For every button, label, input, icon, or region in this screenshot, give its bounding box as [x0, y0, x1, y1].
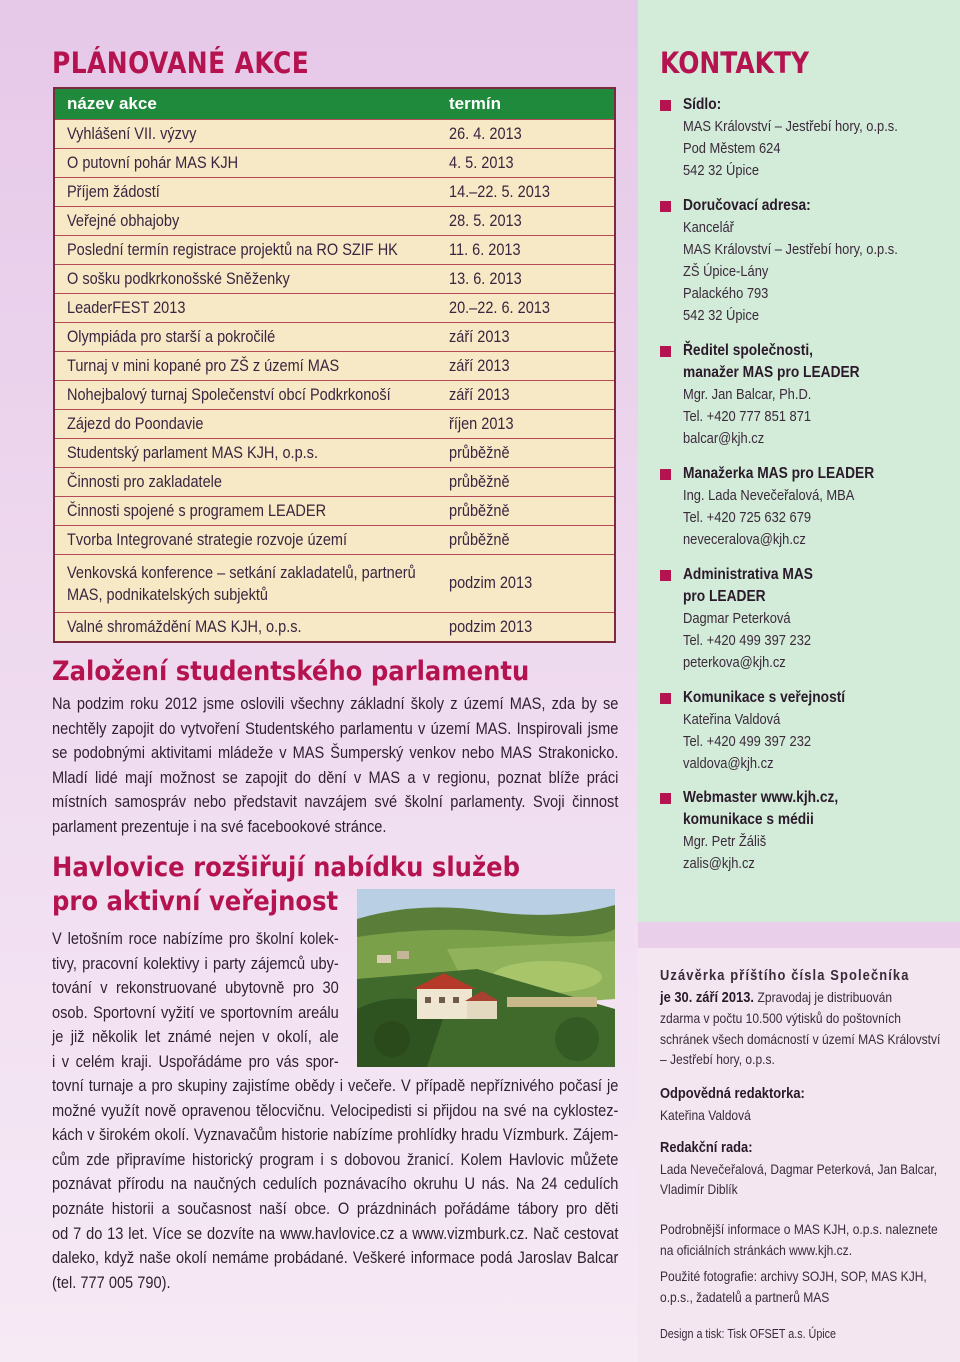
- table-row: [55, 380, 614, 409]
- text-line: poznáte historii a současnost naší obce. O prázdninách pořádáme tábory pro děti: [52, 1199, 619, 1218]
- table-header: [55, 89, 614, 119]
- contact-group-title: pro LEADER: [683, 588, 766, 605]
- table-row: [55, 496, 614, 525]
- contact-group-title: manažer MAS pro LEADER: [683, 364, 860, 381]
- text-line: (tel. 777 005 790).: [52, 1273, 171, 1292]
- table-row: [55, 525, 614, 554]
- text-line: osob. Sportovní vyžití ve sportovním areálu: [52, 1003, 339, 1022]
- event-name: Poslední termín registrace projektů na RO SZIF HK: [67, 241, 398, 259]
- contact-group-title: Doručovací adresa:: [660, 195, 950, 217]
- contact-line: MAS Království – Jestřebí hory, o.p.s.: [683, 241, 898, 258]
- photo-credits-line: o.p.s., žadatelů a partnerů MAS: [660, 1288, 830, 1305]
- event-name: Olympiáda pro starší a pokročilé: [67, 328, 276, 346]
- event-name: Valné shromáždění MAS KJH, o.p.s.: [67, 618, 302, 636]
- event-name: Zájezd do Poondavie: [67, 415, 204, 433]
- text-line: se podobnými aktivitami mládeže v MAS Šumperský venkov nebo MAS Strakonicko.: [52, 744, 619, 763]
- text-line: i v celém kraji. Uspořádáme pro vás spor-: [52, 1052, 339, 1071]
- more-info-line: Podrobnější informace o MAS KJH, o.p.s. naleznete: [660, 1221, 938, 1237]
- contact-group-title: Ředitel společnosti,: [660, 340, 950, 362]
- contact-line: Kancelář: [683, 219, 734, 236]
- deadline-heading: Uzávěrka příštího čísla Společníka: [660, 967, 910, 984]
- text-line: Mladí lidé mají možnost se zapojit do dění v MAS a v regionu, poznat blíže práci: [52, 768, 619, 787]
- event-date: 26. 4. 2013: [449, 124, 522, 143]
- event-date: podzim 2013: [449, 617, 533, 636]
- design-credit-text: Design a tisk: Tisk OFSET a.s. Úpice: [660, 1327, 837, 1341]
- editor-name: Kateřina Valdová: [660, 1106, 751, 1123]
- contact-line: Dagmar Peterková: [683, 610, 791, 627]
- contact-line: Tel. +420 499 397 232: [683, 733, 812, 750]
- table-row: [55, 264, 614, 293]
- table-row: [55, 322, 614, 351]
- contact-group-communication: [660, 687, 950, 775]
- text-line: daleko, když naše okolí nemáme probádané. Veškeré informace podá Jaroslav Balcar: [52, 1249, 619, 1268]
- contact-line: Tel. +420 725 632 679: [683, 509, 812, 526]
- text-line: tovní turnaje a pro skupiny zajistíme obědy i večeře. V případě nepříznivého počasí je: [52, 1077, 619, 1095]
- table-row: [55, 612, 614, 641]
- contact-line: Pod Městem 624: [683, 140, 781, 157]
- text-line: cům zde připravíme historický program i s dobovou žranicí. Kolem Havlovic můžete: [52, 1150, 619, 1169]
- havlovice-text-wide: [52, 1074, 618, 1295]
- event-date: září 2013: [449, 327, 510, 346]
- table-row: [55, 554, 614, 612]
- board-label: Redakční rada:: [660, 1139, 753, 1156]
- event-date: průběžně: [449, 472, 510, 491]
- deadline-line: zdarma v počtu 10.500 výtisků do poštovních: [660, 1010, 901, 1026]
- contact-line: MAS Království – Jestřebí hory, o.p.s.: [683, 118, 898, 135]
- table-row: [55, 177, 614, 206]
- contact-group-seat: [660, 94, 950, 182]
- event-name-line: Venkovská konference – setkání zakladatelů, partnerů: [67, 563, 416, 582]
- event-date: 13. 6. 2013: [449, 269, 522, 288]
- board-line: Vladimír Diblík: [660, 1181, 738, 1197]
- event-date: průběžně: [449, 501, 510, 520]
- contact-line: 542 32 Úpice: [683, 307, 760, 324]
- contact-line: Ing. Lada Nevečeřalová, MBA: [683, 487, 855, 504]
- bullet-square-icon: [660, 100, 671, 111]
- contact-line: ZŠ Úpice-Lány: [683, 263, 769, 280]
- contact-email[interactable]: balcar@kjh.cz: [683, 430, 765, 447]
- contact-group-manager: [660, 463, 950, 551]
- bullet-square-icon: [660, 469, 671, 480]
- text-line: tivy, pracovní kolektivy i party zájemců uby-: [52, 954, 339, 973]
- event-name: Činnosti spojené s programem LEADER: [67, 502, 327, 520]
- board-line: Lada Nevečeřalová, Dagmar Peterková, Jan Balcar,: [660, 1160, 938, 1177]
- more-info-line: na oficiálních stránkách www.kjh.cz.: [660, 1241, 853, 1258]
- table-row: [55, 293, 614, 322]
- havlovice-photo: [357, 889, 615, 1067]
- contact-group-title: Sídlo:: [660, 94, 950, 116]
- village-landscape-image: [357, 889, 615, 1067]
- events-table: [53, 87, 616, 643]
- event-date: 4. 5. 2013: [449, 153, 514, 172]
- contact-group-title: Webmaster www.kjh.cz,: [660, 787, 950, 809]
- event-name: LeaderFEST 2013: [67, 299, 186, 317]
- contacts-title: KONTAKTY: [660, 46, 810, 80]
- deadline-line: je 30. září 2013. Zpravodaj je distribuován: [660, 988, 893, 1006]
- event-name: Veřejné obhajoby: [67, 212, 180, 230]
- photo-credits: [660, 1266, 936, 1307]
- header-event-name: název akce: [67, 94, 157, 113]
- event-name: Příjem žádostí: [67, 183, 160, 201]
- text-line: Na podzim roku 2012 jsme oslovili všechny základní školy z území MAS, zda by se: [52, 695, 619, 713]
- event-name-line: MAS, podnikatelských subjektů: [67, 585, 268, 604]
- event-date: průběžně: [449, 443, 510, 462]
- deadline-note: [660, 966, 941, 1070]
- event-date: 28. 5. 2013: [449, 211, 522, 230]
- contact-email[interactable]: neveceralova@kjh.cz: [683, 531, 806, 548]
- text-line: tování v rekonstruované ubytovně pro 30: [52, 979, 339, 998]
- planned-events-title: PLÁNOVANÉ AKCE: [52, 46, 310, 80]
- contact-email[interactable]: zalis@kjh.cz: [683, 855, 755, 872]
- text-line: V letošním roce nabízíme pro školní kolek-: [52, 930, 339, 948]
- contact-group-address: [660, 195, 950, 327]
- event-date: 11. 6. 2013: [449, 240, 521, 259]
- contact-line: Kateřina Valdová: [683, 711, 781, 728]
- bullet-square-icon: [660, 570, 671, 581]
- contact-email[interactable]: peterkova@kjh.cz: [683, 654, 786, 671]
- editor-label: Odpovědná redaktorka:: [660, 1085, 805, 1102]
- photo-credits-line: Použité fotografie: archivy SOJH, SOP, MAS KJH,: [660, 1268, 927, 1284]
- event-name: Nohejbalový turnaj Společenství obcí Podkrkonoší: [67, 386, 391, 404]
- title-line: pro aktivní veřejnost: [52, 886, 339, 917]
- text-line: kách v širokém okolí. Vyznavačům historie nabízíme prohlídky hradu Vízmburk. Zájem-: [52, 1126, 619, 1145]
- table-row: [55, 351, 614, 380]
- contact-group-title: Administrativa MAS: [660, 564, 950, 586]
- contact-line: Palackého 793: [683, 285, 769, 302]
- event-name: Tvorba Integrované strategie rozvoje území: [67, 531, 348, 549]
- more-info: [660, 1219, 936, 1260]
- contact-line: 542 32 Úpice: [683, 162, 760, 179]
- event-name: O putovní pohár MAS KJH: [67, 154, 239, 172]
- event-date: 14.–22. 5. 2013: [449, 182, 550, 201]
- contact-group-title: Manažerka MAS pro LEADER: [660, 463, 950, 485]
- bullet-square-icon: [660, 693, 671, 704]
- contact-group-webmaster: [660, 787, 950, 875]
- event-name: Činnosti pro zakladatele: [67, 473, 222, 491]
- table-row: [55, 206, 614, 235]
- bullet-square-icon: [660, 793, 671, 804]
- text-line: nechtěly zapojit do vytvoření Studentského parlamentu v území MAS. Inspirovali jsme: [52, 719, 619, 738]
- contact-group-title: komunikace s médii: [683, 811, 814, 828]
- event-date: průběžně: [449, 530, 510, 549]
- bullet-square-icon: [660, 201, 671, 212]
- contact-group-administration: [660, 564, 950, 674]
- text-line: místních samospráv nebo představit navzájem své školní parlamenty. Svoji činnost: [52, 793, 619, 812]
- text-line: možné využít nově opravenou tělocvičnu. Velocipedisti si přijdou na své na cyklostez-: [52, 1101, 619, 1120]
- contact-line: Mgr. Petr Žáliš: [683, 833, 767, 850]
- deadline-line: schránek všech domácností v území MAS Království: [660, 1030, 941, 1047]
- event-name: Vyhlášení VII. výzvy: [67, 125, 197, 143]
- text-line: poznávat přírodu na naučných cedulích poznávacího okruhu U nás. Na 24 cedulích: [52, 1175, 619, 1194]
- table-row: [55, 119, 614, 148]
- contact-line: Mgr. Jan Balcar, Ph.D.: [683, 386, 812, 403]
- contact-line: Tel. +420 777 851 871: [683, 408, 812, 425]
- table-row: [55, 438, 614, 467]
- event-name: O sošku podkrkonošské Sněženky: [67, 270, 290, 288]
- table-row: [55, 409, 614, 438]
- event-name: Turnaj v mini kopané pro ZŠ z území MAS: [67, 357, 340, 375]
- bullet-square-icon: [660, 346, 671, 357]
- contact-group-title: Komunikace s veřejností: [660, 687, 950, 709]
- contact-group-director: [660, 340, 950, 450]
- text-line: je již několik let známé nejen v okolí, ale: [52, 1028, 339, 1047]
- parliament-text: [52, 692, 618, 840]
- table-row: [55, 467, 614, 496]
- event-date: podzim 2013: [449, 574, 533, 592]
- deadline-line: – Jestřebí hory, o.p.s.: [660, 1051, 775, 1067]
- text-line: od 7 do 13 let. Více se dozvíte na www.havlovice.cz a www.vizmburk.cz. Nač cestovat: [52, 1224, 619, 1243]
- editor-info: [660, 1084, 936, 1125]
- event-date: říjen 2013: [449, 414, 514, 433]
- event-name: Studentský parlament MAS KJH, o.p.s.: [67, 444, 318, 462]
- design-credit: [660, 1324, 936, 1345]
- havlovice-text-narrow: [52, 927, 339, 1075]
- contact-email[interactable]: valdova@kjh.cz: [683, 755, 774, 772]
- table-row: [55, 148, 614, 177]
- board-info: [660, 1138, 936, 1200]
- event-date: září 2013: [449, 356, 510, 375]
- event-date: 20.–22. 6. 2013: [449, 298, 550, 317]
- event-date: září 2013: [449, 385, 510, 404]
- title-line: Havlovice rozšiřují nabídku služeb: [52, 852, 520, 883]
- header-date: termín: [449, 94, 501, 113]
- text-line: parlament prezentuje i na své facebookové stránce.: [52, 817, 387, 836]
- table-row: [55, 235, 614, 264]
- contact-line: Tel. +420 499 397 232: [683, 632, 812, 649]
- parliament-title: Založení studentského parlamentu: [52, 656, 530, 687]
